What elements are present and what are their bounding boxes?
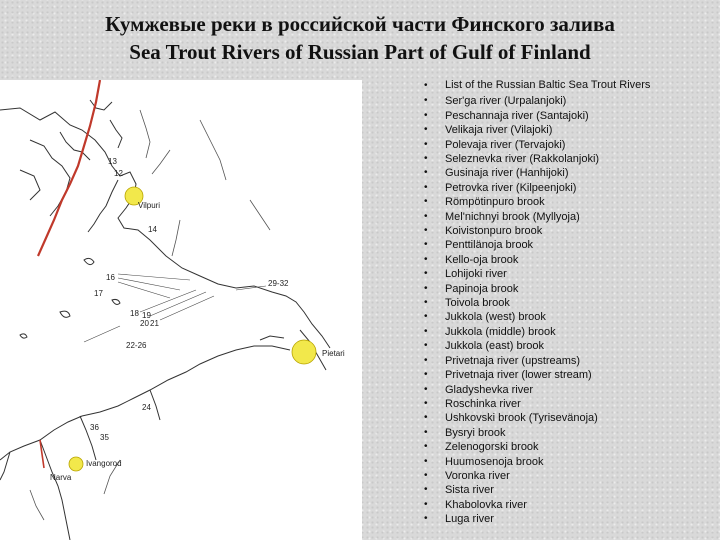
list-item: • Penttilänoja brook [420, 238, 660, 252]
list-item: • Luga river [420, 512, 660, 526]
list-item: • Ser'ga river (Urpalanjoki) [420, 94, 660, 108]
list-item: • Papinoja brook [420, 282, 660, 296]
list-item: • Gladyshevka river [420, 383, 660, 397]
list-item: • Gusinaja river (Hanhijoki) [420, 166, 660, 180]
list-item: • Lohijoki river [420, 267, 660, 281]
map-label: 22-26 [126, 341, 147, 350]
state-border [38, 80, 100, 256]
slide-title [0, 10, 720, 66]
map-label: 29-32 [268, 279, 289, 288]
map-drawing [0, 80, 362, 540]
list-item: • Koivistonpuro brook [420, 224, 660, 238]
map-label: 13 [108, 157, 117, 166]
list-item: • Zelenogorski brook [420, 440, 660, 454]
map-label: 24 [142, 403, 151, 412]
pointer-lines [84, 274, 266, 342]
list-item: • Jukkola (east) brook [420, 339, 660, 353]
map-label: 21 [150, 319, 159, 328]
list-item: • Mel'nichnyi brook (Myllyoja) [420, 210, 660, 224]
city-label-ivangorod: Ivangorod [86, 459, 122, 468]
list-item: • Peschannaja river (Santajoki) [420, 109, 660, 123]
list-item: • Seleznevka river (Rakkolanjoki) [420, 152, 660, 166]
list-item: • Khabolovka river [420, 498, 660, 512]
list-item: • Jukkola (west) brook [420, 310, 660, 324]
map-label: 19 [142, 311, 151, 320]
map-label: 18 [130, 309, 139, 318]
list-item: • Voronka river [420, 469, 660, 483]
map-label: 35 [100, 433, 109, 442]
list-item: • Privetnaja river (lower stream) [420, 368, 660, 382]
city-label-pietari: Pietari [322, 349, 345, 358]
list-item: • Römpötinpuro brook [420, 195, 660, 209]
list-item: • Ushkovski brook (Tyrisevänoja) [420, 411, 660, 425]
map-label: 16 [106, 273, 115, 282]
list-item: • Bysryi brook [420, 426, 660, 440]
list-item: • Huumosenoja brook [420, 455, 660, 469]
list-item: • Kello-oja brook [420, 253, 660, 267]
list-item: • Sista river [420, 483, 660, 497]
title-russian: Кумжевые реки в российской части Финского залива [105, 12, 615, 36]
city-pietari-marker [292, 340, 316, 364]
city-label-narva: Narva [50, 473, 72, 482]
list-item: • Jukkola (middle) brook [420, 325, 660, 339]
map-label: 20 [140, 319, 149, 328]
city-label-vilpuri: Vilpuri [138, 201, 161, 210]
title-english: Sea Trout Rivers of Russian Part of Gulf of Finland [129, 40, 591, 64]
river-map [0, 80, 362, 540]
list-item: • Polevaja river (Tervajoki) [420, 138, 660, 152]
map-label: 17 [94, 289, 103, 298]
list-item: • Velikaja river (Vilajoki) [420, 123, 660, 137]
list-item: • Petrovka river (Kilpeenjoki) [420, 181, 660, 195]
map-label: 12 [114, 169, 123, 178]
list-item: • Roschinka river [420, 397, 660, 411]
map-label: 36 [90, 423, 99, 432]
list-item: • Privetnaja river (upstreams) [420, 354, 660, 368]
list-header: • List of the Russian Baltic Sea Trout Rivers [420, 80, 660, 94]
river-list [420, 80, 660, 527]
map-label: 14 [148, 225, 157, 234]
list-item: • Toivola brook [420, 296, 660, 310]
city-ivangorod-marker [69, 457, 83, 471]
